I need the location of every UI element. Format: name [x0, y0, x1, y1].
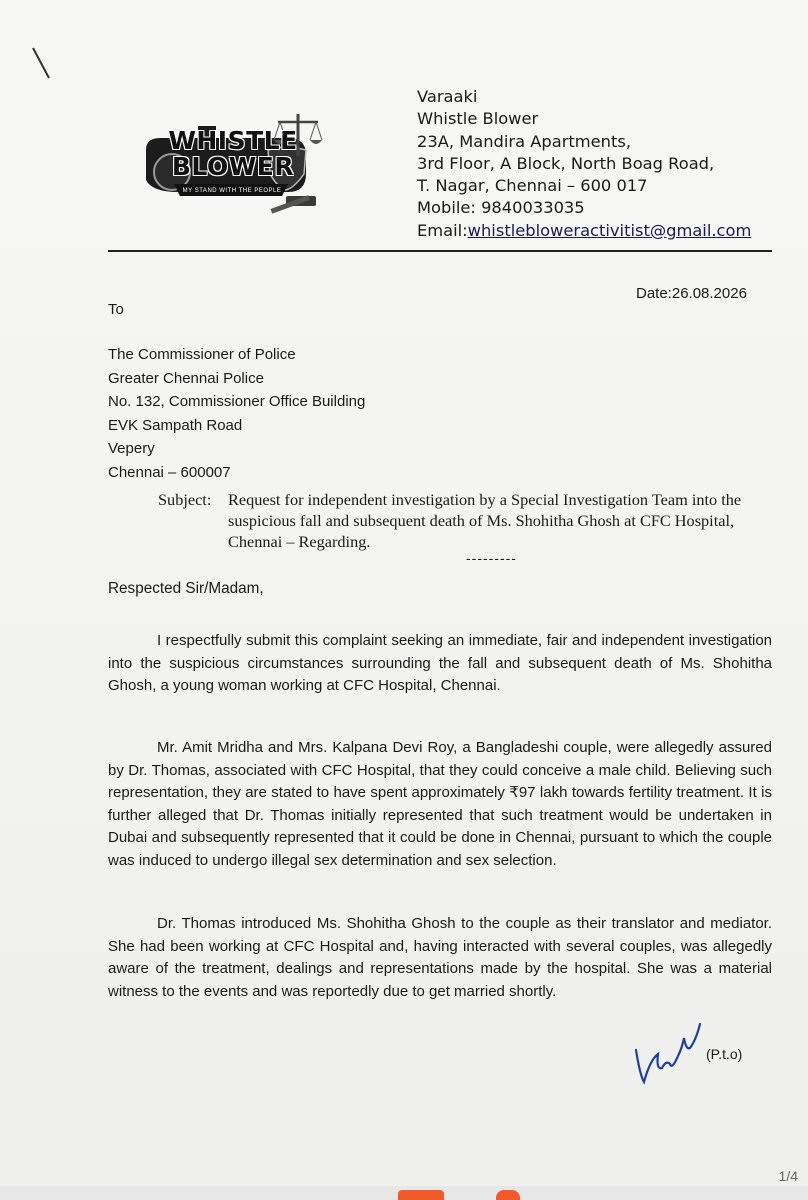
subject-divider: ---------	[466, 550, 517, 566]
logo-line1: WHISTLE	[168, 126, 298, 155]
sender-mobile: Mobile: 9840033035	[417, 198, 585, 218]
body-paragraph-2: Mr. Amit Mridha and Mrs. Kalpana Devi Roy, a Bangladeshi couple, were allegedly assured by Dr. Thomas, associated with CFC Hospital, that they could conceive a male child. Believing such representation, they are stated to have spent approximately ₹97 lakh towards fertility treatment. It is further alleged that Dr. Thomas initially represented that such treatment would be undertaken in Dubai and subsequently represented that it could be done in Chennai, pursuant to which the couple was induced to undergo illegal sex determination and sex selection.	[108, 739, 772, 869]
letter-date: Date:26.08.2026	[636, 285, 747, 302]
sender-email-label: Email:	[417, 220, 468, 240]
logo-line2: BLOWER	[171, 152, 295, 181]
viewer-toolbar-button[interactable]	[398, 1190, 444, 1200]
recipient-line2: Greater Chennai Police	[108, 369, 264, 387]
subject-text: Request for independent investigation by a Special Investigation Team into the suspicious fall and subsequent death of Ms. Shohitha Ghosh at CFC Hospital, Chennai – Regarding.	[228, 490, 742, 551]
header-divider	[108, 250, 772, 252]
subject-block	[158, 489, 758, 552]
handwritten-signature	[626, 1020, 706, 1090]
sender-title: Whistle Blower	[417, 109, 539, 129]
sender-name: Varaaki	[417, 87, 478, 106]
recipient-line5: Vepery	[108, 440, 155, 458]
logo-tagline: MY STAND WITH THE PEOPLE	[182, 188, 282, 194]
sender-email-link[interactable]: whistlebloweractivitist@gmail.com	[467, 220, 752, 240]
sender-address-line3: T. Nagar, Chennai – 600 017	[417, 176, 648, 196]
sender-address-line2: 3rd Floor, A Block, North Boag Road,	[417, 153, 715, 173]
sender-address-line1: 23A, Mandira Apartments,	[417, 131, 632, 151]
recipient-line1: The Commissioner of Police	[108, 346, 296, 363]
recipient-line3: No. 132, Commissioner Office Building	[108, 393, 366, 411]
sender-address-block	[417, 86, 787, 242]
subject-label: Subject:	[158, 490, 212, 509]
recipient-address-block	[108, 343, 365, 485]
pen-mark	[32, 48, 50, 79]
body-paragraph-1: I respectfully submit this complaint seeking an immediate, fair and independent investigation into the suspicious circumstances surrounding the fall and subsequent death of Ms. Shohitha Ghosh, a young woman working at CFC Hospital, Chennai.	[108, 632, 772, 694]
to-label: To	[108, 301, 124, 318]
salutation: Respected Sir/Madam,	[108, 580, 264, 597]
recipient-line4: EVK Sampath Road	[108, 416, 243, 434]
body-paragraph-3: Dr. Thomas introduced Ms. Shohitha Ghosh to the couple as their translator and mediator. She had been working at CFC Hospital and, having interacted with several couples, was allegedly aware of the treatment, dealings and representations made by the hospital. She was a material witness to the events and was reportedly due to get married shortly.	[108, 915, 772, 1000]
viewer-toolbar-button[interactable]	[496, 1190, 520, 1200]
signature-graphic	[626, 1020, 706, 1090]
please-turn-over: (P.t.o)	[706, 1046, 743, 1062]
page-indicator: 1/4	[778, 1168, 798, 1184]
whistle-blower-logo	[138, 110, 324, 222]
recipient-line6: Chennai – 600007	[108, 463, 231, 481]
sender-email-row	[417, 220, 787, 242]
logo-wordmark	[158, 128, 308, 180]
